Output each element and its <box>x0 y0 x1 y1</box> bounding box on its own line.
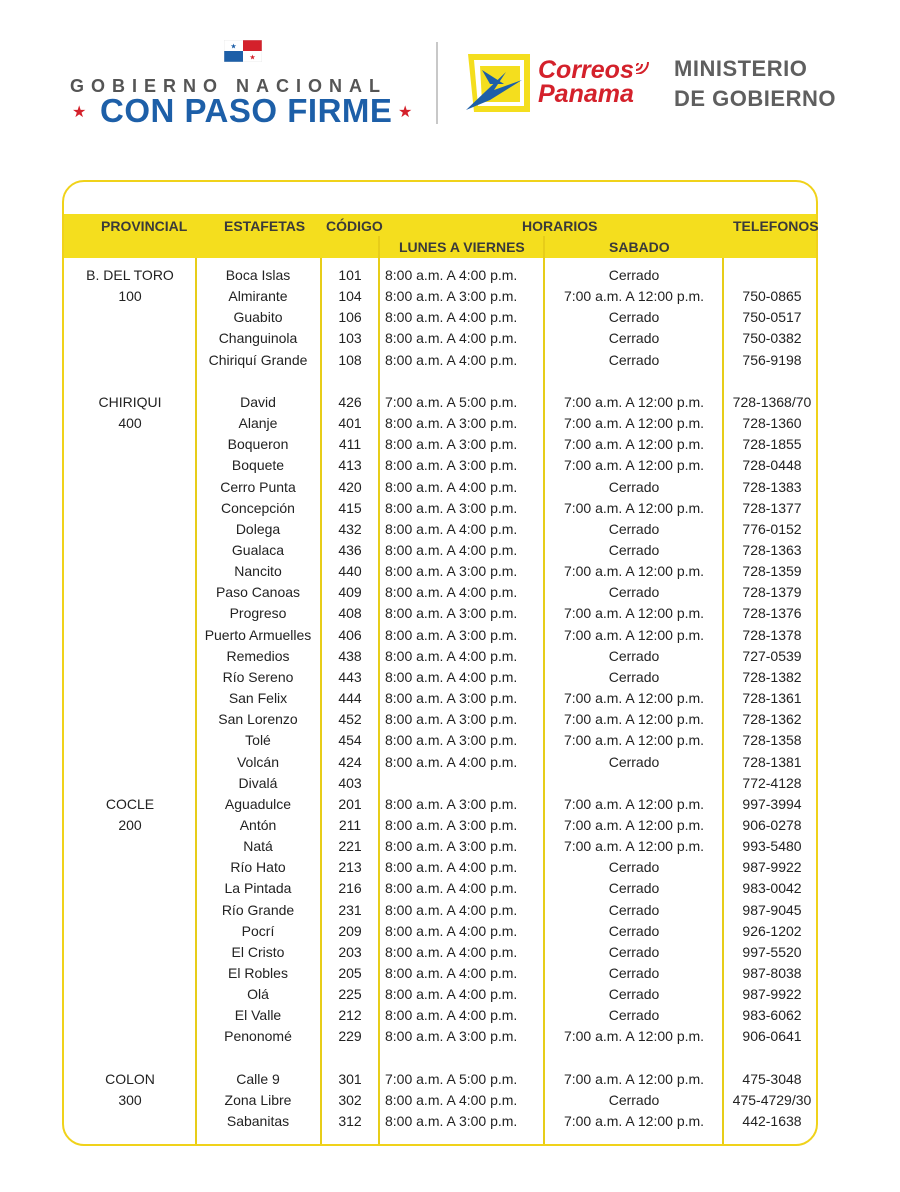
telefono-cell: 997-5520 <box>742 943 802 960</box>
estafeta-cell: Aguadulce <box>224 795 292 812</box>
telefono-cell: 728-1358 <box>742 732 802 749</box>
horario-sabado-cell: Cerrado <box>608 922 660 939</box>
table-row <box>64 730 816 751</box>
horario-sabado-cell: Cerrado <box>608 964 660 981</box>
horario-semana-cell: 8:00 a.m. A 3:00 p.m. <box>385 1028 518 1045</box>
estafeta-cell: Alanje <box>238 415 278 431</box>
table-row <box>64 603 816 624</box>
table-row <box>64 413 816 434</box>
codigo-cell: 101 <box>338 267 362 283</box>
telefono-cell: 750-0517 <box>742 309 802 326</box>
horario-sabado-cell: Cerrado <box>608 520 660 537</box>
estafeta-cell: San Lorenzo <box>218 711 298 728</box>
star-icon: ★ <box>72 104 87 121</box>
horario-sabado-cell: 7:00 a.m. A 12:00 p.m. <box>563 711 705 728</box>
estafeta-cell: La Pintada <box>224 880 292 897</box>
table-row <box>64 963 816 984</box>
estafeta-cell: Gualaca <box>231 542 285 558</box>
telefono-cell: 728-1379 <box>742 584 802 601</box>
codigo-cell: 225 <box>338 986 362 1003</box>
panama-flag-icon <box>224 40 262 62</box>
table-row <box>64 1111 816 1132</box>
codigo-cell: 302 <box>338 1091 362 1108</box>
horario-sabado-cell: Cerrado <box>608 478 660 495</box>
table-row <box>64 921 816 942</box>
ministerio-line1: MINISTERIO <box>674 56 808 81</box>
horario-sabado-cell: Cerrado <box>608 542 660 558</box>
table-row <box>64 392 816 413</box>
header-provincial: PROVINCIAL <box>101 218 188 234</box>
table-row <box>64 773 816 794</box>
star-icon: ★ <box>398 104 413 121</box>
estafeta-cell: Natá <box>243 838 273 854</box>
telefono-cell: 926-1202 <box>742 922 802 939</box>
horario-sabado-cell: 7:00 a.m. A 12:00 p.m. <box>563 436 705 453</box>
telefono-cell: 728-1363 <box>742 542 802 558</box>
horario-sabado-cell: Cerrado <box>608 267 660 283</box>
header-telefonos: TELEFONOS <box>733 218 819 234</box>
header-divider <box>436 42 438 124</box>
horario-semana-cell: 7:00 a.m. A 5:00 p.m. <box>385 1070 518 1087</box>
telefono-cell: 728-1362 <box>742 711 802 728</box>
horario-sabado-cell: Cerrado <box>608 351 660 368</box>
table-row <box>64 540 816 561</box>
table-row <box>64 519 816 540</box>
horario-sabado-cell: 7:00 a.m. A 12:00 p.m. <box>563 563 705 580</box>
provincial-cell: 300 <box>118 1091 142 1108</box>
table-row <box>64 984 816 1005</box>
codigo-cell: 401 <box>338 415 362 431</box>
telefono-cell: 475-4729/30 <box>732 1091 812 1108</box>
estafeta-cell: Calle 9 <box>236 1070 280 1087</box>
column-divider <box>378 236 380 258</box>
codigo-cell: 438 <box>338 647 362 664</box>
telefono-cell: 728-1378 <box>742 626 802 643</box>
table-row <box>64 1090 816 1111</box>
horario-sabado-cell: Cerrado <box>608 943 660 960</box>
horario-semana-cell: 8:00 a.m. A 4:00 p.m. <box>385 351 518 368</box>
horario-semana-cell: 8:00 a.m. A 4:00 p.m. <box>385 647 518 664</box>
codigo-cell: 424 <box>338 753 362 770</box>
codigo-cell: 213 <box>338 859 362 876</box>
codigo-cell: 108 <box>338 351 362 368</box>
codigo-cell: 106 <box>338 309 362 326</box>
telefono-cell: 987-9922 <box>742 986 802 1003</box>
table-row <box>64 582 816 603</box>
horario-semana-cell: 8:00 a.m. A 3:00 p.m. <box>385 816 518 833</box>
estafeta-cell: Dolega <box>235 520 281 537</box>
estafeta-cell: Guabito <box>233 309 283 326</box>
table-row <box>64 667 816 688</box>
horario-semana-cell: 8:00 a.m. A 4:00 p.m. <box>385 859 518 876</box>
horario-semana-cell: 8:00 a.m. A 3:00 p.m. <box>385 690 518 706</box>
estafeta-cell: Remedios <box>226 647 290 664</box>
header-horarios: HORARIOS <box>522 218 598 234</box>
signal-waves-icon <box>632 52 654 74</box>
horario-semana-cell: 8:00 a.m. A 3:00 p.m. <box>385 563 518 580</box>
provincial-cell: 400 <box>118 415 142 431</box>
table-row <box>64 815 816 836</box>
telefono-cell: 983-0042 <box>742 880 802 897</box>
codigo-cell: 221 <box>338 838 362 854</box>
codigo-cell: 420 <box>338 478 362 495</box>
telefono-cell: 728-1381 <box>742 753 802 770</box>
horario-semana-cell: 8:00 a.m. A 3:00 p.m. <box>385 499 518 516</box>
table-row <box>64 350 816 371</box>
codigo-cell: 432 <box>338 520 362 537</box>
codigo-cell: 203 <box>338 943 362 960</box>
table-row <box>64 900 816 921</box>
horario-semana-cell: 8:00 a.m. A 4:00 p.m. <box>385 1007 518 1024</box>
horario-sabado-cell: Cerrado <box>608 584 660 601</box>
horario-semana-cell: 8:00 a.m. A 3:00 p.m. <box>385 457 518 474</box>
telefono-cell: 728-1855 <box>742 436 802 453</box>
table-row <box>64 752 816 773</box>
telefono-cell: 906-0641 <box>742 1028 802 1045</box>
estafeta-cell: Pocrí <box>241 922 275 939</box>
table-row <box>64 371 816 392</box>
table-row <box>64 1069 816 1090</box>
table-row <box>64 836 816 857</box>
telefono-cell: 987-9922 <box>742 859 802 876</box>
horario-semana-cell: 8:00 a.m. A 4:00 p.m. <box>385 986 518 1003</box>
table-row <box>64 625 816 646</box>
estafeta-cell: Sabanitas <box>226 1113 290 1129</box>
horario-semana-cell: 8:00 a.m. A 4:00 p.m. <box>385 1091 518 1108</box>
telefono-cell: 728-0448 <box>742 457 802 474</box>
telefono-cell: 756-9198 <box>742 351 802 368</box>
horario-sabado-cell: 7:00 a.m. A 12:00 p.m. <box>563 415 705 431</box>
codigo-cell: 403 <box>338 774 362 791</box>
codigo-cell: 104 <box>338 288 362 305</box>
table-row <box>64 307 816 328</box>
estafeta-cell: Nancito <box>234 563 282 580</box>
telefono-cell: 727-0539 <box>742 647 802 664</box>
horario-semana-cell: 7:00 a.m. A 5:00 p.m. <box>385 393 518 410</box>
horario-sabado-cell: 7:00 a.m. A 12:00 p.m. <box>563 499 705 516</box>
horario-sabado-cell: Cerrado <box>608 859 660 876</box>
horario-sabado-cell: Cerrado <box>608 647 660 664</box>
horario-semana-cell: 8:00 a.m. A 3:00 p.m. <box>385 626 518 643</box>
horario-sabado-cell: 7:00 a.m. A 12:00 p.m. <box>563 1070 705 1087</box>
codigo-cell: 426 <box>338 393 362 410</box>
estafeta-cell: Tolé <box>245 732 271 749</box>
estafeta-cell: Progreso <box>229 605 287 622</box>
codigo-cell: 209 <box>338 922 362 939</box>
horario-sabado-cell: 7:00 a.m. A 12:00 p.m. <box>563 795 705 812</box>
telefono-cell: 776-0152 <box>742 520 802 537</box>
svg-text:★: ★ <box>249 54 256 62</box>
telefono-cell: 987-8038 <box>742 964 802 981</box>
table-row <box>64 1026 816 1047</box>
codigo-cell: 301 <box>338 1070 362 1087</box>
estafeta-cell: Boqueron <box>227 436 289 453</box>
horario-semana-cell: 8:00 a.m. A 4:00 p.m. <box>385 584 518 601</box>
correos-logo-icon <box>460 50 540 118</box>
horario-semana-cell: 8:00 a.m. A 4:00 p.m. <box>385 520 518 537</box>
provincial-cell: 100 <box>118 288 142 305</box>
telefono-cell: 728-1360 <box>742 415 802 431</box>
horario-sabado-cell: Cerrado <box>608 986 660 1003</box>
estafeta-cell: Río Grande <box>221 901 295 918</box>
codigo-cell: 211 <box>338 816 362 833</box>
telefono-cell: 997-3994 <box>742 795 802 812</box>
table-row <box>64 878 816 899</box>
estafeta-cell: San Felix <box>228 690 288 706</box>
estafeta-cell: El Cristo <box>231 943 285 960</box>
codigo-cell: 436 <box>338 542 362 558</box>
table-row <box>64 794 816 815</box>
estafeta-cell: El Valle <box>234 1007 282 1024</box>
table-row <box>64 434 816 455</box>
codigo-cell: 454 <box>338 732 362 749</box>
estafeta-cell: Boca Islas <box>225 267 291 283</box>
table-row <box>64 688 816 709</box>
horario-semana-cell: 8:00 a.m. A 4:00 p.m. <box>385 542 518 558</box>
horario-semana-cell: 8:00 a.m. A 3:00 p.m. <box>385 732 518 749</box>
telefono-cell: 728-1361 <box>742 690 802 706</box>
provincial-cell: 200 <box>118 816 142 833</box>
codigo-cell: 103 <box>338 330 362 347</box>
horario-semana-cell: 8:00 a.m. A 3:00 p.m. <box>385 436 518 453</box>
correos-name-line2: Panama <box>538 80 634 108</box>
horario-sabado-cell: 7:00 a.m. A 12:00 p.m. <box>563 393 705 410</box>
horario-sabado-cell: Cerrado <box>608 309 660 326</box>
header-lunes-viernes: LUNES A VIERNES <box>399 239 525 255</box>
horario-semana-cell: 8:00 a.m. A 4:00 p.m. <box>385 964 518 981</box>
correos-name-line1: Correos <box>538 56 634 84</box>
codigo-cell: 452 <box>338 711 362 728</box>
codigo-cell: 409 <box>338 584 362 601</box>
horario-semana-cell: 8:00 a.m. A 3:00 p.m. <box>385 711 518 728</box>
horario-sabado-cell: 7:00 a.m. A 12:00 p.m. <box>563 732 705 749</box>
estafeta-cell: Chiriquí Grande <box>208 351 308 368</box>
table-row <box>64 265 816 286</box>
estafeta-cell: Puerto Armuelles <box>204 626 312 643</box>
telefono-cell: 728-1359 <box>742 563 802 580</box>
horario-sabado-cell: 7:00 a.m. A 12:00 p.m. <box>563 605 705 622</box>
horario-semana-cell: 8:00 a.m. A 3:00 p.m. <box>385 415 518 431</box>
estafeta-cell: Concepción <box>221 499 295 516</box>
telefono-cell: 750-0382 <box>742 330 802 347</box>
horario-sabado-cell: Cerrado <box>608 1091 660 1108</box>
codigo-cell: 212 <box>338 1007 362 1024</box>
telefono-cell: 750-0865 <box>742 288 802 305</box>
table-row <box>64 942 816 963</box>
provincial-cell: B. DEL TORO <box>86 267 174 283</box>
gobierno-slogan: CON PASO FIRME <box>100 92 393 129</box>
table-row <box>64 561 816 582</box>
horario-sabado-cell: 7:00 a.m. A 12:00 p.m. <box>563 457 705 474</box>
horario-sabado-cell: 7:00 a.m. A 12:00 p.m. <box>563 626 705 643</box>
horario-sabado-cell: 7:00 a.m. A 12:00 p.m. <box>563 1028 705 1045</box>
estafeta-cell: Penonomé <box>224 1028 292 1045</box>
telefono-cell: 906-0278 <box>742 816 802 833</box>
column-divider <box>543 236 545 258</box>
horario-sabado-cell: Cerrado <box>608 1007 660 1024</box>
codigo-cell: 408 <box>338 605 362 622</box>
provincial-cell: COCLE <box>105 795 155 812</box>
gobierno-title: GOBIERNO NACIONAL <box>70 76 387 96</box>
ministerio-line2: DE GOBIERNO <box>674 86 836 111</box>
codigo-cell: 205 <box>338 964 362 981</box>
horario-sabado-cell: 7:00 a.m. A 12:00 p.m. <box>563 1113 705 1129</box>
horario-sabado-cell: Cerrado <box>608 753 660 770</box>
horario-sabado-cell: 7:00 a.m. A 12:00 p.m. <box>563 288 705 305</box>
horario-sabado-cell: 7:00 a.m. A 12:00 p.m. <box>563 816 705 833</box>
estafeta-cell: Antón <box>239 816 277 833</box>
telefono-cell: 475-3048 <box>742 1070 802 1087</box>
table-row <box>64 498 816 519</box>
provincial-cell: COLON <box>105 1070 155 1087</box>
codigo-cell: 440 <box>338 563 362 580</box>
telefono-cell: 728-1376 <box>742 605 802 622</box>
estafeta-cell: Changuinola <box>218 330 298 347</box>
table-row <box>64 328 816 349</box>
horario-semana-cell: 8:00 a.m. A 3:00 p.m. <box>385 838 518 854</box>
horario-semana-cell: 8:00 a.m. A 3:00 p.m. <box>385 288 518 305</box>
table-row <box>64 477 816 498</box>
codigo-cell: 443 <box>338 668 362 685</box>
telefono-cell: 772-4128 <box>742 774 802 791</box>
codigo-cell: 411 <box>338 436 362 453</box>
horario-semana-cell: 8:00 a.m. A 4:00 p.m. <box>385 753 518 770</box>
provincial-cell: CHIRIQUI <box>98 393 162 410</box>
codigo-cell: 229 <box>338 1028 362 1045</box>
header-estafetas: ESTAFETAS <box>224 218 306 234</box>
horario-semana-cell: 8:00 a.m. A 3:00 p.m. <box>385 605 518 622</box>
horario-sabado-cell: Cerrado <box>608 880 660 897</box>
telefono-cell: 442-1638 <box>742 1113 802 1129</box>
table-row <box>64 646 816 667</box>
horario-semana-cell: 8:00 a.m. A 4:00 p.m. <box>385 668 518 685</box>
horario-semana-cell: 8:00 a.m. A 3:00 p.m. <box>385 1113 518 1129</box>
estafeta-cell: Divalá <box>238 774 278 791</box>
estafeta-cell: Cerro Punta <box>220 478 296 495</box>
telefono-cell: 728-1382 <box>742 668 802 685</box>
estafeta-cell: Río Hato <box>230 859 286 876</box>
horario-sabado-cell: Cerrado <box>608 901 660 918</box>
table-row <box>64 455 816 476</box>
horario-semana-cell: 8:00 a.m. A 3:00 p.m. <box>385 795 518 812</box>
telefono-cell: 728-1383 <box>742 478 802 495</box>
table-row <box>64 857 816 878</box>
table-row <box>64 286 816 307</box>
svg-text:★: ★ <box>230 43 237 51</box>
telefono-cell: 993-5480 <box>742 838 802 854</box>
header-sabado: SABADO <box>609 239 670 255</box>
horario-semana-cell: 8:00 a.m. A 4:00 p.m. <box>385 267 518 283</box>
estafeta-cell: Olá <box>247 986 269 1003</box>
estafeta-cell: David <box>240 393 276 410</box>
telefono-cell: 983-6062 <box>742 1007 802 1024</box>
telefono-cell: 728-1368/70 <box>732 393 812 410</box>
estafeta-cell: Paso Canoas <box>215 584 301 601</box>
estafeta-cell: Río Sereno <box>222 668 294 685</box>
horario-sabado-cell: Cerrado <box>608 668 660 685</box>
horario-semana-cell: 8:00 a.m. A 4:00 p.m. <box>385 943 518 960</box>
table-row <box>64 709 816 730</box>
estafeta-cell: Almirante <box>228 288 288 305</box>
table-row <box>64 1048 816 1069</box>
horario-semana-cell: 8:00 a.m. A 4:00 p.m. <box>385 478 518 495</box>
codigo-cell: 413 <box>338 457 362 474</box>
codigo-cell: 415 <box>338 499 362 516</box>
estafeta-cell: Boquete <box>231 457 285 474</box>
codigo-cell: 201 <box>338 795 362 812</box>
horario-semana-cell: 8:00 a.m. A 4:00 p.m. <box>385 330 518 347</box>
estafeta-cell: El Robles <box>228 964 288 981</box>
codigo-cell: 216 <box>338 880 362 897</box>
horario-semana-cell: 8:00 a.m. A 4:00 p.m. <box>385 880 518 897</box>
horario-sabado-cell: Cerrado <box>608 330 660 347</box>
horario-sabado-cell: 7:00 a.m. A 12:00 p.m. <box>563 690 705 706</box>
header-codigo: CÓDIGO <box>326 218 383 234</box>
horario-semana-cell: 8:00 a.m. A 4:00 p.m. <box>385 309 518 326</box>
codigo-cell: 231 <box>338 901 362 918</box>
telefono-cell: 728-1377 <box>742 499 802 516</box>
page-header <box>0 0 900 160</box>
codigo-cell: 444 <box>338 690 362 706</box>
codigo-cell: 312 <box>338 1113 362 1129</box>
codigo-cell: 406 <box>338 626 362 643</box>
horario-sabado-cell: 7:00 a.m. A 12:00 p.m. <box>563 838 705 854</box>
horario-semana-cell: 8:00 a.m. A 4:00 p.m. <box>385 922 518 939</box>
estafeta-cell: Zona Libre <box>224 1091 292 1108</box>
horario-semana-cell: 8:00 a.m. A 4:00 p.m. <box>385 901 518 918</box>
estafeta-cell: Volcán <box>236 753 280 770</box>
telefono-cell: 987-9045 <box>742 901 802 918</box>
table-row <box>64 1005 816 1026</box>
